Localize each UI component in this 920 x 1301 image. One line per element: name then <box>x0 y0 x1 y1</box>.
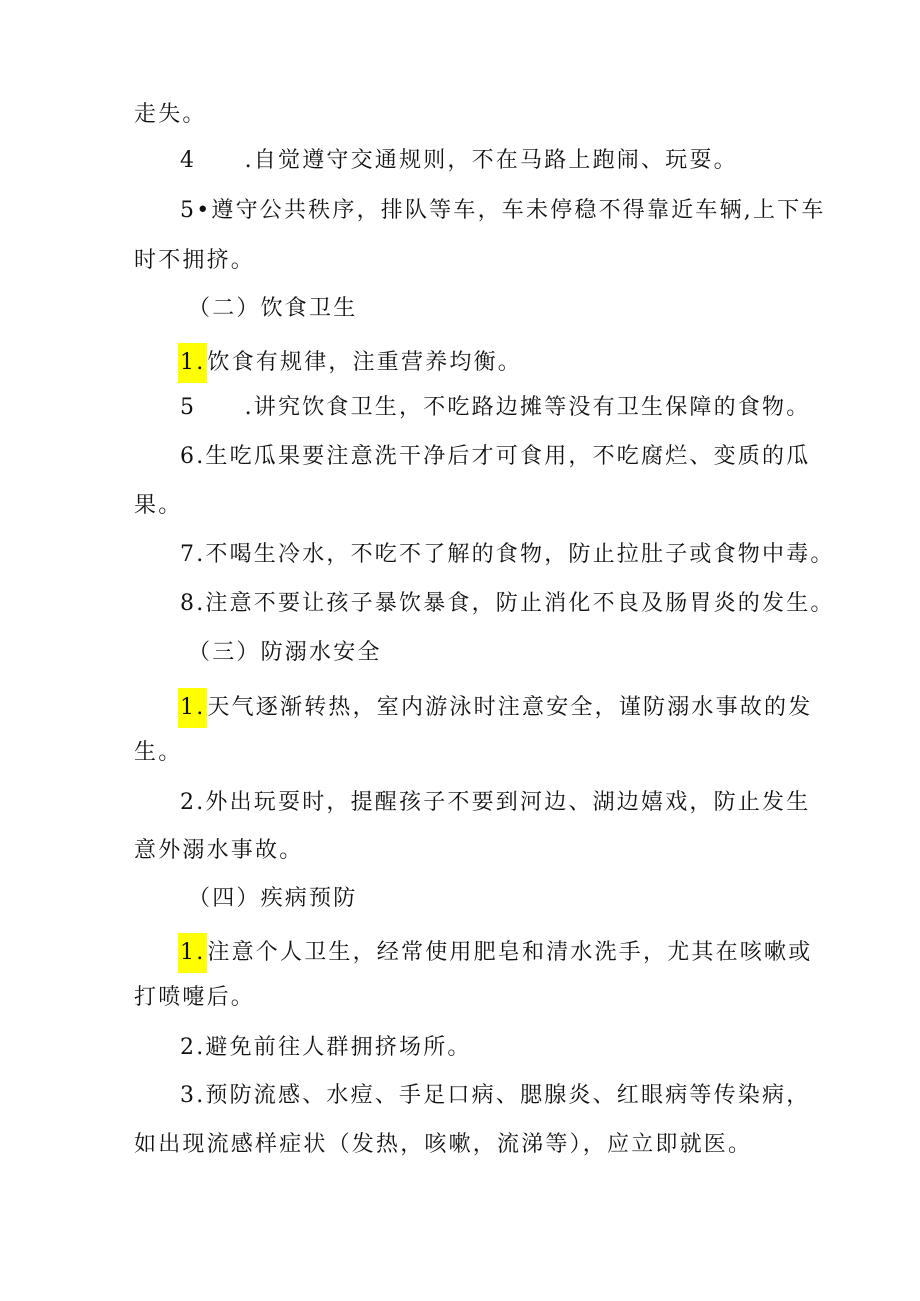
text-line-16 <box>134 836 303 866</box>
line-text: 打喷嚏后。 <box>134 985 256 1010</box>
line-text: 意外溺水事故。 <box>134 838 304 863</box>
heading-text: （三）防溺水安全 <box>188 640 382 665</box>
text-line-15 <box>180 788 810 818</box>
text-line-19 <box>134 983 255 1013</box>
heading-text: （四）疾病预防 <box>188 886 358 911</box>
line-text: 7.不喝生冷水，不吃不了解的食物，防止拉肚子或食物中毒。 <box>180 542 835 567</box>
text-line-6 <box>180 343 522 383</box>
line-text: 6.生吃瓜果要注意洗干净后才可食用，不吃腐烂、变质的瓜 <box>180 444 811 469</box>
line-text: 时不拥挤。 <box>134 248 256 273</box>
highlighted-list-number: 1. <box>178 933 207 973</box>
text-line-11 <box>180 589 835 619</box>
line-text: 走失。 <box>134 102 207 127</box>
section-heading-2 <box>188 294 357 324</box>
line-text: 5 .讲究饮食卫生，不吃路边摊等没有卫生保障的食物。 <box>180 395 811 420</box>
text-line-13 <box>180 688 812 728</box>
text-line-3 <box>180 196 826 226</box>
line-text: 2.外出玩耍时，提醒孩子不要到河边、湖边嬉戏，防止发生 <box>180 790 811 815</box>
line-text: 3.预防流感、水痘、手足口病、腮腺炎、红眼病等传染病， <box>180 1083 811 1108</box>
line-text: 4 .自觉遵守交通规则，不在马路上跑闹、玩耍。 <box>180 148 738 173</box>
line-text: 果。 <box>134 493 183 518</box>
text-line-14 <box>134 738 182 768</box>
highlighted-list-number: 1. <box>178 343 207 383</box>
text-line-8 <box>180 442 810 472</box>
line-text: 5•遵守公共秩序，排队等车，车未停稳不得靠近车辆,上下车 <box>180 198 826 223</box>
highlighted-list-number: 1. <box>178 688 207 728</box>
line-text: 8.注意不要让孩子暴饮暴食，防止消化不良及肠胃炎的发生。 <box>180 591 835 616</box>
text-line-10 <box>180 540 835 570</box>
line-text: 2.避免前往人群拥挤场所。 <box>180 1035 472 1060</box>
text-line-7 <box>180 393 810 423</box>
text-line-22 <box>134 1130 752 1160</box>
text-line-18 <box>180 933 812 973</box>
line-text: 饮食有规律，注重营养均衡。 <box>207 350 522 375</box>
text-line-4 <box>134 246 255 276</box>
text-line-9 <box>134 491 182 521</box>
line-text: 天气逐渐转热，室内游泳时注意安全，谨防溺水事故的发 <box>207 695 813 720</box>
text-line-21 <box>180 1081 810 1111</box>
text-line-20 <box>180 1033 472 1063</box>
line-text: 生。 <box>134 740 183 765</box>
heading-text: （二）饮食卫生 <box>188 296 358 321</box>
section-heading-4 <box>188 884 357 914</box>
text-line-2 <box>180 146 738 176</box>
line-text: 如出现流感样症状（发热，咳嗽，流涕等），应立即就医。 <box>134 1132 753 1157</box>
line-text: 注意个人卫生，经常使用肥皂和清水洗手，尤其在咳嗽或 <box>207 940 813 965</box>
text-line-1 <box>134 100 207 130</box>
section-heading-3 <box>188 638 382 668</box>
